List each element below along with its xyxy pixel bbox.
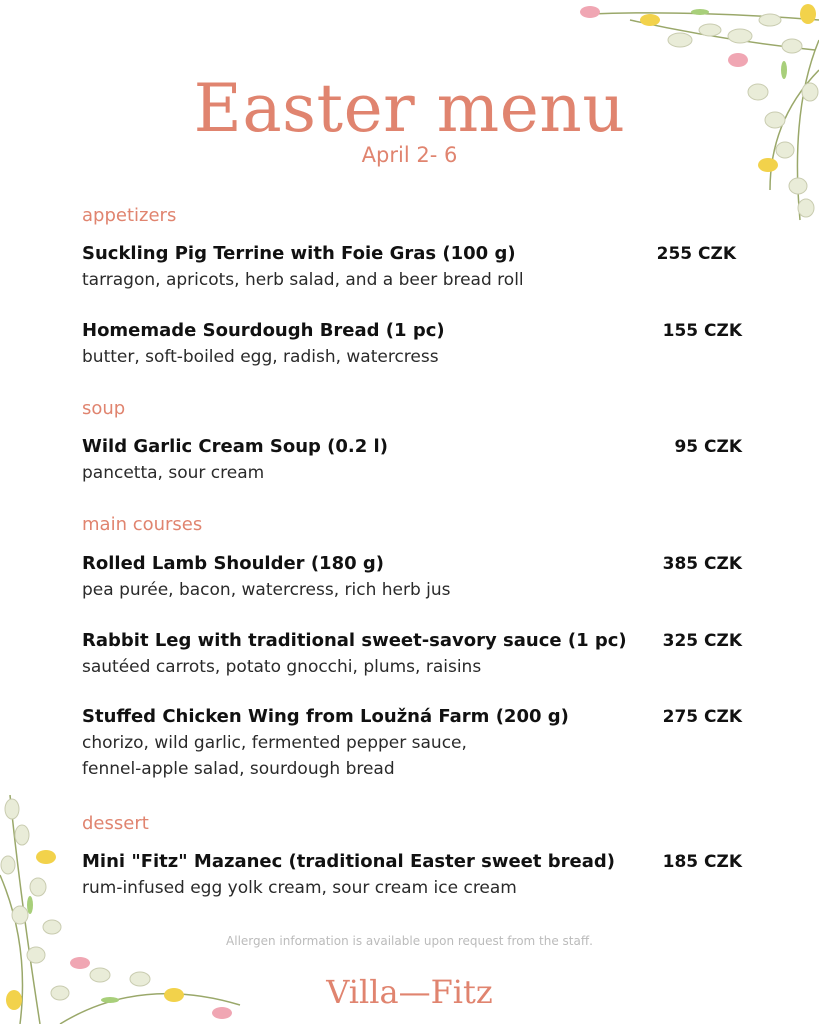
menu-item-price: 325 CZK bbox=[662, 631, 742, 651]
menu-item-description: chorizo, wild garlic, fermented pepper sauce, fennel-apple salad, sourdough bread bbox=[82, 733, 467, 779]
menu-item-price: 155 CZK bbox=[662, 321, 742, 341]
category-appetizers: appetizers bbox=[82, 205, 177, 226]
menu-item-price: 255 CZK bbox=[656, 244, 736, 264]
menu-item bbox=[82, 628, 742, 680]
menu-item-price: 385 CZK bbox=[662, 554, 742, 574]
menu-item bbox=[82, 241, 742, 293]
menu-item bbox=[82, 849, 742, 901]
menu-item-name: Suckling Pig Terrine with Foie Gras (100 g) bbox=[82, 243, 516, 264]
menu-item-description: tarragon, apricots, herb salad, and a beer bread roll bbox=[82, 270, 524, 290]
menu-item bbox=[82, 704, 742, 782]
category-main-courses: main courses bbox=[82, 514, 203, 535]
menu-item-description: butter, soft-boiled egg, radish, watercress bbox=[82, 347, 439, 367]
menu-item-description: sautéed carrots, potato gnocchi, plums, raisins bbox=[82, 657, 482, 677]
menu-item-name: Mini "Fitz" Mazanec (traditional Easter sweet bread) bbox=[82, 851, 615, 872]
menu-item bbox=[82, 551, 742, 603]
menu-item-price: 275 CZK bbox=[662, 707, 742, 727]
menu-item-name: Rolled Lamb Shoulder (180 g) bbox=[82, 553, 384, 574]
menu-title: Easter menu bbox=[193, 70, 626, 147]
menu-item-name: Homemade Sourdough Bread (1 pc) bbox=[82, 320, 445, 341]
menu-item-description: pea purée, bacon, watercress, rich herb jus bbox=[82, 580, 451, 600]
category-soup: soup bbox=[82, 398, 126, 419]
menu-dates: April 2- 6 bbox=[361, 143, 458, 167]
menu-item-description: rum-infused egg yolk cream, sour cream ice cream bbox=[82, 878, 517, 898]
menu-item-description: pancetta, sour cream bbox=[82, 463, 265, 483]
menu-item-price: 185 CZK bbox=[662, 852, 742, 872]
allergen-note: Allergen information is available upon request from the staff. bbox=[226, 934, 593, 948]
menu-item-price: 95 CZK bbox=[674, 437, 742, 457]
menu-item-name: Stuffed Chicken Wing from Loužná Farm (200 g) bbox=[82, 706, 569, 727]
brand-logo: Villa—Fitz bbox=[326, 973, 493, 1011]
category-dessert: dessert bbox=[82, 813, 149, 834]
menu-item-name: Wild Garlic Cream Soup (0.2 l) bbox=[82, 436, 388, 457]
menu-item-name: Rabbit Leg with traditional sweet-savory sauce (1 pc) bbox=[82, 630, 627, 651]
menu-item bbox=[82, 318, 742, 370]
menu-item bbox=[82, 434, 742, 486]
